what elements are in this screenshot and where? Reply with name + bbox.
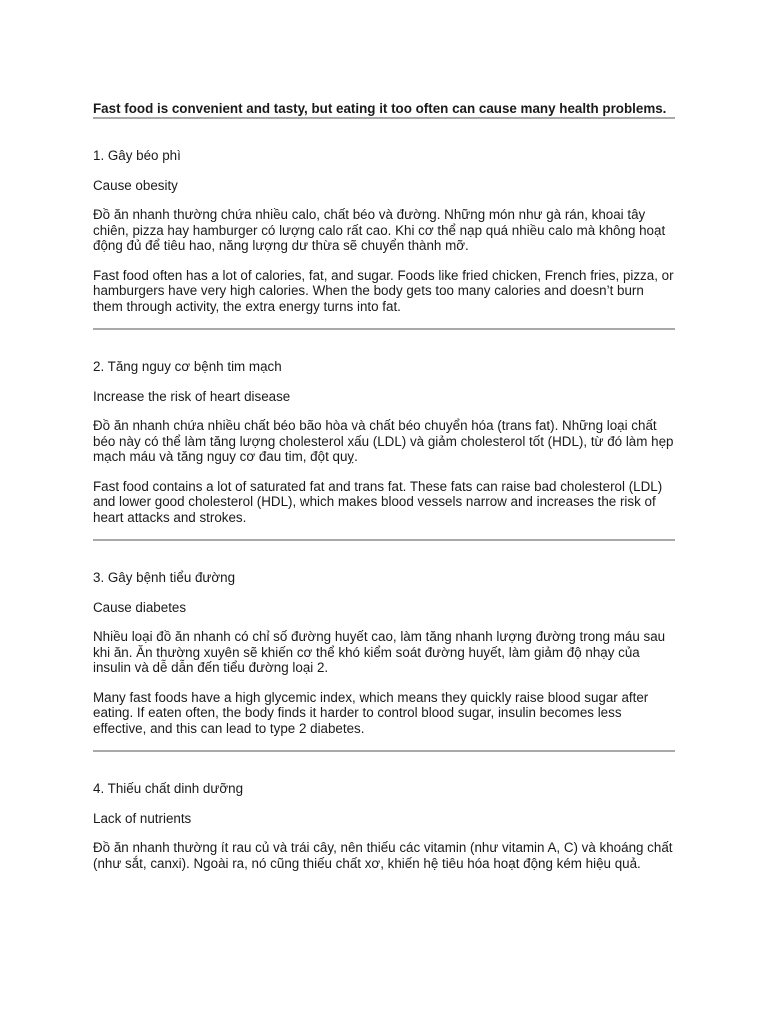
section-body-vi: Đồ ăn nhanh thường chứa nhiều calo, chất béo và đường. Những món như gà rán, khoai tây chiên, pizza hay hamburger có lượng calo rất cao. Khi cơ thể nạp quá nhiều calo mà không hoạt động đủ để tiêu hao, năng lượng dư thừa sẽ chuyển thành mỡ. bbox=[93, 207, 666, 253]
section-heading-vi: 2. Tăng nguy cơ bệnh tim mạch bbox=[93, 359, 282, 374]
section-obesity bbox=[93, 119, 675, 330]
section-body-vi: Đồ ăn nhanh thường ít rau củ và trái cây, nên thiếu các vitamin (như vitamin A, C) và khoáng chất (như sắt, canxi). Ngoài ra, nó cũng thiếu chất xơ, khiến hệ tiêu hóa hoạt động kém hiệu quả. bbox=[93, 840, 673, 871]
intro-text: Fast food is convenient and tasty, but eating it too often can cause many health problems. bbox=[93, 101, 667, 116]
section-heart-disease bbox=[93, 330, 675, 541]
section-body-en: Many fast foods have a high glycemic index, which means they quickly raise blood sugar after eating. If eaten often, the body finds it harder to control blood sugar, insulin becomes less effective, and this can lead to type 2 diabetes. bbox=[93, 689, 649, 736]
section-nutrients bbox=[93, 752, 675, 871]
section-body-vi: Nhiều loại đồ ăn nhanh có chỉ số đường huyết cao, làm tăng nhanh lượng đường trong máu sau khi ăn. Ăn thường xuyên sẽ khiến cơ thể khó kiểm soát đường huyết, làm giảm độ nhạy của insulin và dễ dẫn đến tiểu đường loại 2. bbox=[93, 629, 666, 675]
section-diabetes bbox=[93, 541, 675, 752]
section-heading-vi: 4. Thiếu chất dinh dưỡng bbox=[93, 781, 244, 796]
section-heading-vi: 1. Gây béo phì bbox=[93, 148, 181, 163]
section-heading-en: Cause diabetes bbox=[93, 599, 187, 615]
section-body-vi: Đồ ăn nhanh chứa nhiều chất béo bão hòa và chất béo chuyển hóa (trans fat). Những loại chất béo này có thể làm tăng lượng cholesterol xấu (LDL) và giảm cholesterol tốt (HDL), từ đó làm hẹp mạch máu và tăng nguy cơ đau tim, đột quỵ. bbox=[93, 418, 674, 464]
section-heading-en: Cause obesity bbox=[93, 177, 178, 193]
section-heading-vi: 3. Gây bệnh tiểu đường bbox=[93, 570, 236, 585]
section-body-en: Fast food often has a lot of calories, fat, and sugar. Foods like fried chicken, French fries, pizza, or hamburgers have very high calories. When the body gets too many calories and doesn’t burn them through activity, the extra energy turns into fat. bbox=[93, 267, 674, 314]
section-heading-en: Increase the risk of heart disease bbox=[93, 388, 291, 404]
section-body-en: Fast food contains a lot of saturated fat and trans fat. These fats can raise bad cholesterol (LDL) and lower good cholesterol (HDL), which makes blood vessels narrow and increases the risk of heart attacks and strokes. bbox=[93, 478, 663, 525]
document-page bbox=[93, 101, 675, 885]
section-heading-en: Lack of nutrients bbox=[93, 810, 192, 826]
